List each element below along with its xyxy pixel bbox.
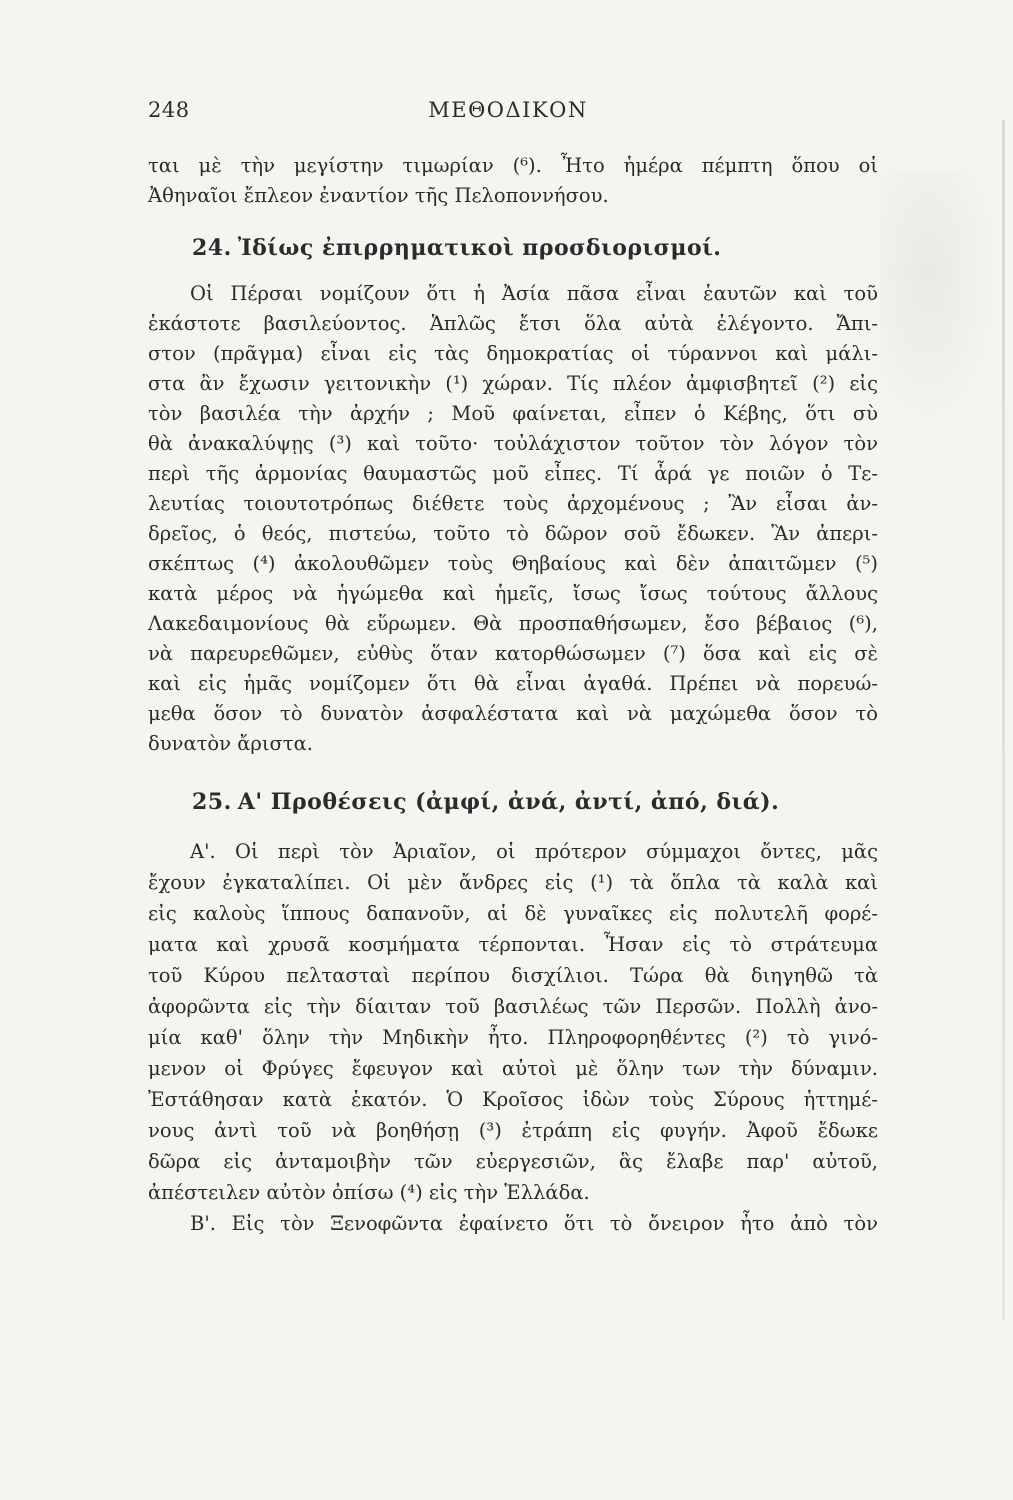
text-line: σκέπτως (⁴) ἀκολουθῶμεν τοὺς Θηβαίους καὶ δὲν ἀπαιτῶμεν (⁵) xyxy=(148,552,878,575)
page-edge-shadow xyxy=(1002,120,1005,1320)
text-line: ται μὲ τὴν μεγίστην τιμωρίαν (⁶). Ἦτο ἡμέρα πέμπτη ὅπου οἱ xyxy=(148,154,878,177)
section-title: Α' Προθέσεις (ἀμφί, ἀνά, ἀντί, ἀπό, διά). xyxy=(237,789,780,815)
text-line: Λακεδαιμονίους θὰ εὕρωμεν. Θὰ προσπαθήσωμεν, ἔσο βέβαιος (⁶), xyxy=(148,612,878,635)
text-line: Α'. Οἱ περὶ τὸν Ἀριαῖον, οἱ πρότερον σύμμαχοι ὄντες, μᾶς xyxy=(190,840,878,863)
text-line: Ἀθηναῖοι ἔπλεον ἐναντίον τῆς Πελοποννήσου. xyxy=(148,184,609,207)
section-number: 25. xyxy=(192,789,232,815)
text-line: Οἱ Πέρσαι νομίζουν ὅτι ἡ Ἀσία πᾶσα εἶναι ἑαυτῶν καὶ τοῦ xyxy=(190,282,878,305)
text-line: ἑκάστοτε βασιλεύοντος. Ἁπλῶς ἔτσι ὅλα αὐτὰ ἐλέγοντο. Ἄπι- xyxy=(148,312,878,335)
text-line: δρεῖος, ὁ θεός, πιστεύω, τοῦτο τὸ δῶρον σοῦ ἔδωκεν. Ἂν ἀπερι- xyxy=(148,522,878,545)
text-line: περὶ τῆς ἁρμονίας θαυμαστῶς μοῦ εἶπες. Τί ἆρά γε ποιῶν ὁ Τε- xyxy=(148,462,878,485)
section-heading-24 xyxy=(192,231,721,265)
text-line: λευτίας τοιουτοτρόπως διέθετε τοὺς ἀρχομένους ; Ἂν εἶσαι ἀν- xyxy=(148,492,878,515)
text-line: εἰς καλοὺς ἵππους δαπανοῦν, αἱ δὲ γυναῖκες εἰς πολυτελῆ φορέ- xyxy=(148,902,878,925)
page-header xyxy=(148,98,868,130)
text-line: μενον οἱ Φρύγες ἔφευγον καὶ αὐτοὶ μὲ ὅλην των τὴν δύναμιν. xyxy=(148,1057,878,1080)
text-line: κατὰ μέρος νὰ ἡγώμεθα καὶ ἡμεῖς, ἴσως ἴσως τούτους ἄλλους xyxy=(148,582,878,605)
text-line: μεθα ὅσον τὸ δυνατὸν ἀσφαλέστατα καὶ νὰ μαχώμεθα ὅσον τὸ xyxy=(148,702,878,725)
text-line: ἔχουν ἐγκαταλίπει. Οἱ μὲν ἄνδρες εἰς (¹) τὰ ὅπλα τὰ καλὰ καὶ xyxy=(148,871,878,894)
text-line: δῶρα εἰς ἀνταμοιβὴν τῶν εὐεργεσιῶν, ἃς ἔλαβε παρ' αὐτοῦ, xyxy=(148,1150,878,1173)
text-line: στον (πρᾶγμα) εἶναι εἰς τὰς δημοκρατίας οἱ τύραννοι καὶ μάλι- xyxy=(148,342,878,365)
text-line: καὶ εἰς ἡμᾶς νομίζομεν ὅτι θὰ εἶναι ἀγαθά. Πρέπει νὰ πορευώ- xyxy=(148,672,878,695)
text-line: νὰ παρευρεθῶμεν, εὐθὺς ὅταν κατορθώσωμεν (⁷) ὅσα καὶ εἰς σὲ xyxy=(148,642,878,665)
text-line: νους ἀντὶ τοῦ νὰ βοηθήσῃ (³) ἐτράπη εἰς φυγήν. Ἀφοῦ ἔδωκε xyxy=(148,1119,878,1142)
text-line: τὸν βασιλέα τὴν ἀρχήν ; Μοῦ φαίνεται, εἶπεν ὁ Κέβης, ὅτι σὺ xyxy=(148,402,878,425)
section-title: Ἰδίως ἐπιρρηματικοὶ προσδιορισμοί. xyxy=(237,235,722,261)
text-line: δυνατὸν ἄριστα. xyxy=(148,732,313,755)
text-line: Β'. Εἰς τὸν Ξενοφῶντα ἐφαίνετο ὅτι τὸ ὄνειρον ἦτο ἀπὸ τὸν xyxy=(190,1212,878,1235)
text-line: τοῦ Κύρου πελτασταὶ περίπου δισχίλιοι. Τώρα θὰ διηγηθῶ τὰ xyxy=(148,964,878,987)
bleed-through-smudge xyxy=(880,170,1000,430)
page-number: 248 xyxy=(148,98,190,122)
text-line: ματα καὶ χρυσᾶ κοσμήματα τέρπονται. Ἦσαν εἰς τὸ στράτευμα xyxy=(148,933,878,956)
text-line: στα ἂν ἔχωσιν γειτονικὴν (¹) χώραν. Τίς πλέον ἀμφισβητεῖ (²) εἰς xyxy=(148,372,878,395)
section-number: 24. xyxy=(192,235,232,261)
running-title: ΜΕΘΟΔΙΚΟΝ xyxy=(428,98,588,122)
text-line: ἀπέστειλεν αὐτὸν ὀπίσω (⁴) εἰς τὴν Ἑλλάδα. xyxy=(148,1181,590,1204)
text-line: ἀφορῶντα εἰς τὴν δίαιταν τοῦ βασιλέως τῶν Περσῶν. Πολλὴ ἀνο- xyxy=(148,995,878,1018)
text-line: θὰ ἀνακαλύψῃς (³) καὶ τοῦτο· τοὐλάχιστον τοῦτον τὸν λόγον τὸν xyxy=(148,432,878,455)
text-line: μία καθ' ὅλην τὴν Μηδικὴν ἦτο. Πληροφορηθέντες (²) τὸ γινό- xyxy=(148,1026,878,1049)
section-heading-25 xyxy=(192,785,779,819)
text-line: Ἐστάθησαν κατὰ ἑκατόν. Ὁ Κροῖσος ἰδὼν τοὺς Σύρους ἡττημέ- xyxy=(148,1088,878,1111)
